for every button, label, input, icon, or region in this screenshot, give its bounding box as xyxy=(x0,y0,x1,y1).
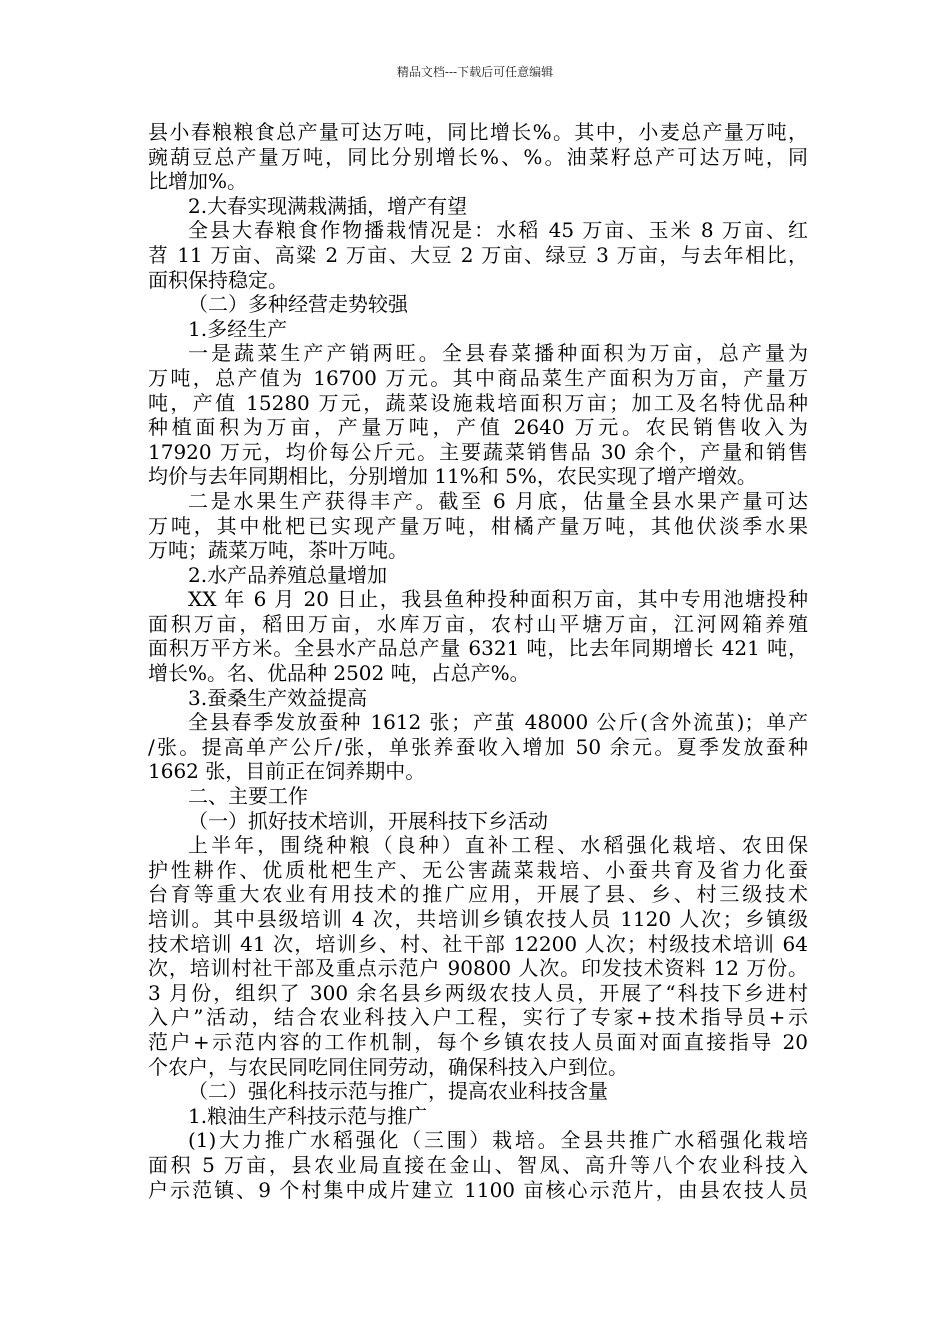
text-line: 面积 5 万亩，县农业局直接在金山、智凤、高升等八个农业科技入 xyxy=(148,1152,808,1177)
text-line: 增长%。名、优品种 2502 吨，占总产%。 xyxy=(148,661,530,686)
text-line: 2.水产品养殖总量增加 xyxy=(188,562,388,587)
text-line: 1.多经生产 xyxy=(188,316,288,341)
text-line: （二）多种经营走势较强 xyxy=(188,292,408,317)
text-line: 二、主要工作 xyxy=(188,784,308,809)
text-line: 培训。其中县级培训 4 次，共培训乡镇农技人员 1120 人次；乡镇级 xyxy=(148,907,808,931)
text-line: 17920 万元，均价每公斤元。主要蔬菜销售品 30 余个，产量和销售 xyxy=(148,439,808,464)
text-line: 苕 11 万亩、高粱 2 万亩、大豆 2 万亩、绿豆 3 万亩，与去年相比， xyxy=(148,242,808,267)
page-header: 精品文档---下载后可任意编辑 xyxy=(396,65,554,79)
text-line: 均价与去年同期相比，分别增加 11%和 5%，农民实现了增产增效。 xyxy=(148,464,757,489)
text-line: 面积保持稳定。 xyxy=(148,267,288,292)
text-line: 比增加%。 xyxy=(148,169,248,194)
text-line: 豌葫豆总产量万吨，同比分别增长%、%。油菜籽总产可达万吨，同 xyxy=(148,144,808,169)
text-line: 万吨；蔬菜万吨，茶叶万吨。 xyxy=(148,538,408,563)
text-line: 台育等重大农业有用技术的推广应用，开展了县、乡、村三级技术 xyxy=(148,882,808,907)
document-body xyxy=(148,120,808,1202)
text-line: 3 月份，组织了 300 余名县乡两级农技人员，开展了“科技下乡进村 xyxy=(148,980,808,1005)
text-line: 户示范镇、9 个村集中成片建立 1100 亩核心示范片，由县农技人员 xyxy=(148,1177,808,1202)
text-line: (1)大力推广水稻强化（三围）栽培。全县共推广水稻强化栽培 xyxy=(188,1128,808,1153)
text-line: 3.蚕桑生产效益提高 xyxy=(188,685,368,710)
text-line: 面积万亩，稻田万亩，水库万亩，农村山平塘万亩，江河网箱养殖 xyxy=(148,611,808,636)
text-line: 2.大春实现满栽满插，增产有望 xyxy=(188,193,468,218)
text-line: 万吨，其中枇杷已实现产量万吨，柑橘产量万吨，其他伏淡季水果 xyxy=(148,513,808,538)
text-line: 技术培训 41 次，培训乡、村、社干部 12200 人次；村级技术培训 64 xyxy=(148,931,808,956)
text-line: 二是水果生产获得丰产。截至 6 月底，估量全县水果产量可达 xyxy=(188,488,808,513)
text-line: 入户”活动，结合农业科技入户工程，实行了专家+技术指导员+示 xyxy=(148,1005,808,1030)
text-line: 全县春季发放蚕种 1612 张；产茧 48000 公斤(含外流茧)；单产 xyxy=(188,710,808,735)
text-line: 范户+示范内容的工作机制，每个乡镇农技人员面对面直接指导 20 xyxy=(148,1029,808,1054)
text-line: 吨，产值 15280 万元，蔬菜设施栽培面积万亩；加工及名特优品种 xyxy=(148,390,808,415)
text-line: 次，培训村社干部及重点示范户 90800 人次。印发技术资料 12 万份。 xyxy=(148,956,808,981)
text-line: 1.粮油生产科技示范与推广 xyxy=(188,1103,428,1128)
text-line: 上半年，围绕种粮（良种）直补工程、水稻强化栽培、农田保 xyxy=(188,833,808,858)
text-line: 护性耕作、优质枇杷生产、无公害蔬菜栽培、小蚕共育及省力化蚕 xyxy=(148,857,808,882)
text-line: （一）抓好技术培训，开展科技下乡活动 xyxy=(188,808,548,833)
text-line: 全县大春粮食作物播栽情况是：水稻 45 万亩、玉米 8 万亩、红 xyxy=(188,218,808,243)
text-line: 种植面积为万亩，产量万吨，产值 2640 万元。农民销售收入为 xyxy=(148,415,808,440)
text-line: 一是蔬菜生产产销两旺。全县春菜播种面积为万亩，总产量为 xyxy=(188,341,808,366)
text-line: 个农户，与农民同吃同住同劳动，确保科技入户到位。 xyxy=(148,1054,628,1079)
text-line: 1662 张，目前正在饲养期中。 xyxy=(148,759,426,784)
text-line: 万吨，总产值为 16700 万元。其中商品菜生产面积为万亩，产量万 xyxy=(148,365,808,390)
text-line: XX 年 6 月 20 日止，我县鱼种投种面积万亩，其中专用池塘投种 xyxy=(188,587,808,612)
text-line: （二）强化科技示范与推广，提高农业科技含量 xyxy=(188,1079,608,1104)
text-line: /张。提高单产公斤/张，单张养蚕收入增加 50 余元。夏季发放蚕种 xyxy=(148,734,808,759)
text-line: 面积万平方米。全县水产品总产量 6321 吨，比去年同期增长 421 吨， xyxy=(148,636,808,661)
text-line: 县小春粮粮食总产量可达万吨，同比增长%。其中，小麦总产量万吨， xyxy=(148,120,808,144)
